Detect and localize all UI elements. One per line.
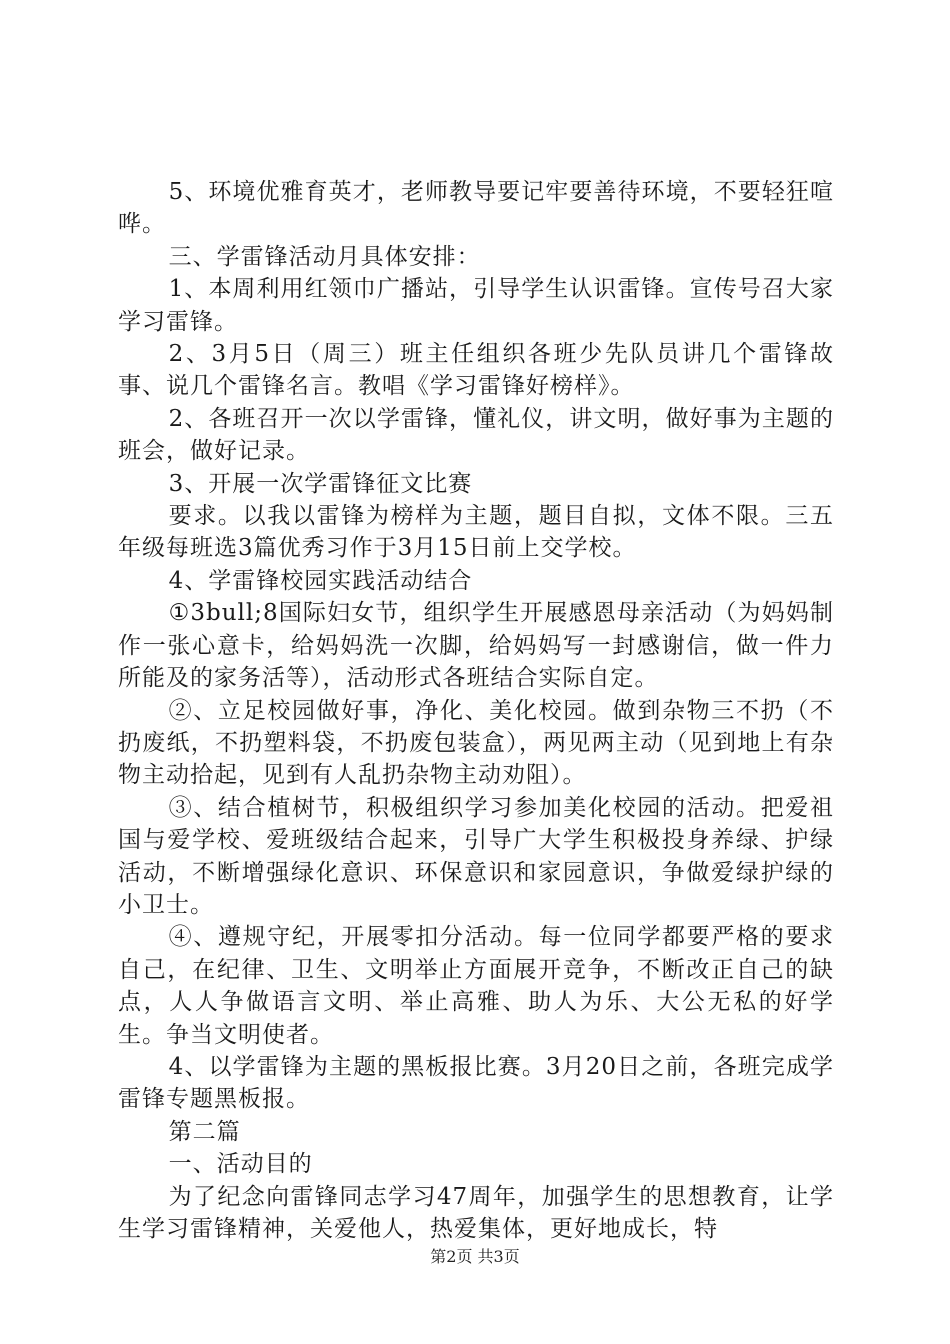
paragraph: 4、以学雷锋为主题的黑板报比赛。3月20日之前，各班完成学雷锋专题黑板报。 <box>118 1053 834 1113</box>
chapter-heading: 第二篇 <box>168 1118 241 1145</box>
section-heading: 一、活动目的 <box>168 1151 313 1178</box>
document-body <box>118 176 834 1245</box>
paragraph: 2、3月5日（周三）班主任组织各班少先队员讲几个雷锋故事、说几个雷锋名言。教唱《学习雷锋好榜样》。 <box>118 341 834 400</box>
paragraph: 1、本周利用红领巾广播站，引导学生认识雷锋。宣传号召大家学习雷锋。 <box>118 276 834 335</box>
paragraph: 4、学雷锋校园实践活动结合 <box>168 567 473 594</box>
paragraph: ③、结合植树节，积极组织学习参加美化校园的活动。把爱祖国与爱学校、爱班级结合起来，引导广大学生积极投身养绿、护绿活动，不断增强绿化意识、环保意识和家园意识，争做爱绿护绿的小卫士。 <box>118 794 834 918</box>
paragraph: ②、立足校园做好事，净化、美化校园。做到杂物三不扔（不扔废纸，不扔塑料袋，不扔废包装盒），两见两主动（见到地上有杂物主动拾起，见到有人乱扔杂物主动劝阻）。 <box>118 697 834 789</box>
paragraph: ①3bull;8国际妇女节，组织学生开展感恩母亲活动（为妈妈制作一张心意卡，给妈妈洗一次脚，给妈妈写一封感谢信，做一件力所能及的家务活等），活动形式各班结合实际自定。 <box>118 600 834 692</box>
section-heading: 三、学雷锋活动月具体安排： <box>168 243 481 270</box>
paragraph: 为了纪念向雷锋同志学习47周年，加强学生的思想教育，让学生学习雷锋精神，关爱他人，热爱集体，更好地成长，特 <box>118 1183 834 1242</box>
paragraph: 3、开展一次学雷锋征文比赛 <box>168 470 473 497</box>
paragraph: 5、环境优雅育英才，老师教导要记牢要善待环境，不要轻狂喧哗。 <box>118 179 834 238</box>
paragraph: 要求。以我以雷锋为榜样为主题，题目自拟，文体不限。三五年级每班选3篇优秀习作于3月15日前上交学校。 <box>118 503 834 562</box>
paragraph: 2、各班召开一次以学雷锋，懂礼仪，讲文明，做好事为主题的班会，做好记录。 <box>118 405 834 465</box>
page-number-footer: 第2页 共3页 <box>430 1247 520 1266</box>
paragraph: ④、遵规守纪，开展零扣分活动。每一位同学都要严格的要求自己，在纪律、卫生、文明举止方面展开竞争，不断改正自己的缺点，人人争做语言文明、举止高雅、助人为乐、大公无私的好学生。争当文明使者。 <box>118 924 834 1048</box>
